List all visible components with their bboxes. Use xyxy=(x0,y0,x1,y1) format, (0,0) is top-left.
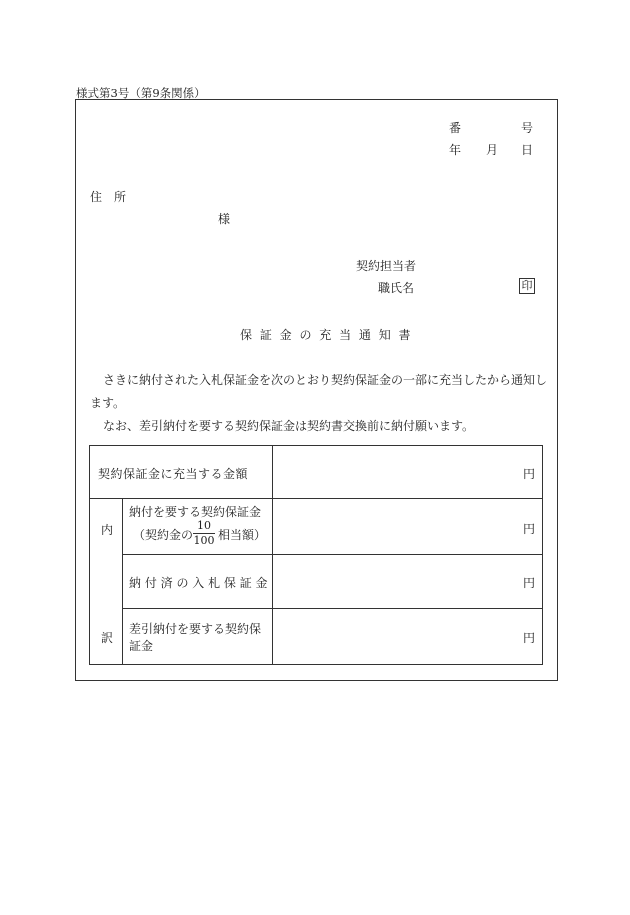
table-row-divider xyxy=(89,498,543,499)
table-column-divider xyxy=(122,498,123,664)
number-label: 番 xyxy=(449,121,462,135)
contract-officer-label: 契約担当者 xyxy=(356,259,417,273)
yen-unit: 円 xyxy=(523,631,536,645)
fraction-denominator: 100 xyxy=(193,534,215,547)
fraction xyxy=(193,520,215,547)
breakdown-label-bottom: 訳 xyxy=(101,631,114,645)
honorific: 様 xyxy=(218,212,231,226)
month-label: 月 xyxy=(486,143,499,157)
body-line-2: ます。 xyxy=(90,396,126,410)
address-label: 住 所 xyxy=(90,190,127,204)
row-label-remaining-deposit: 差引納付を要する契約保 xyxy=(129,622,262,636)
seal-mark: 印 xyxy=(519,278,535,294)
day-label: 日 xyxy=(521,143,534,157)
table-row-divider xyxy=(122,608,543,609)
document-title: 保 証 金 の 充 当 通 知 書 xyxy=(240,328,411,342)
row-label-deposit-applied: 契約保証金に充当する金額 xyxy=(98,467,249,481)
body-line-3: なお、差引納付を要する契約保証金は契約書交換前に納付願います。 xyxy=(103,419,475,433)
number-suffix: 号 xyxy=(521,121,534,135)
fraction-numerator: 10 xyxy=(197,519,211,532)
row-sub-label-post: 相当額） xyxy=(218,528,267,542)
yen-unit: 円 xyxy=(523,467,536,481)
table-row-divider xyxy=(122,554,543,555)
body-line-1: さきに納付された入札保証金を次のとおり契約保証金の一部に充当したから通知し xyxy=(103,373,548,387)
yen-unit: 円 xyxy=(523,522,536,536)
title-name-label: 職氏名 xyxy=(378,281,415,295)
yen-unit: 円 xyxy=(523,576,536,590)
row-sub-label-pre: （契約金の xyxy=(133,528,194,542)
table-column-divider xyxy=(272,445,273,664)
breakdown-label-top: 内 xyxy=(101,523,114,537)
form-number-label: 様式第3号（第9条関係） xyxy=(76,86,206,100)
row-label-paid-bid-deposit: 納 付 済 の 入 札 保 証 金 xyxy=(129,576,268,590)
year-label: 年 xyxy=(449,143,462,157)
row-label-required-deposit: 納付を要する契約保証金 xyxy=(129,505,262,519)
row-label-remaining-deposit-cont: 証金 xyxy=(129,639,154,653)
